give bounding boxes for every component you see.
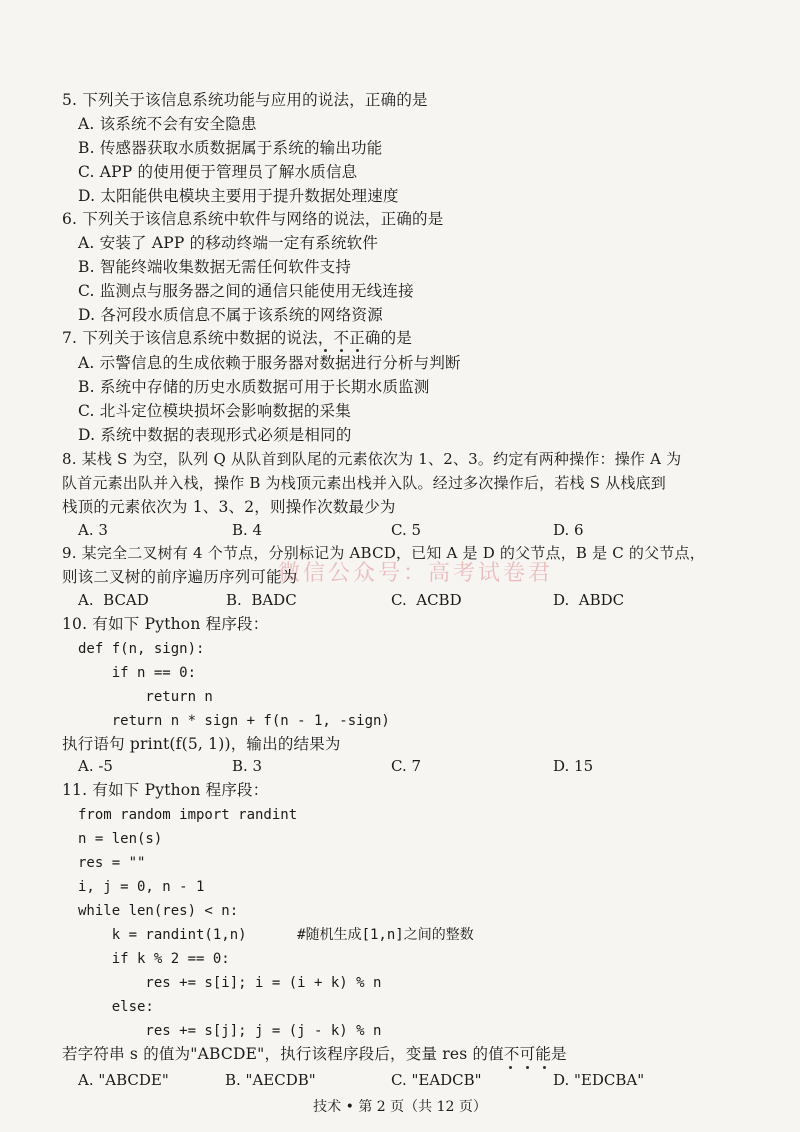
question-9-option-c: C. ACBD bbox=[391, 591, 462, 609]
question-5-stem: 5. 下列关于该信息系统功能与应用的说法，正确的是 bbox=[62, 91, 428, 109]
emphasis-dot bbox=[324, 349, 327, 352]
question-7-stem: 7. 下列关于该信息系统中数据的说法，不正确的是 bbox=[62, 329, 413, 347]
code-line: res += s[i]; i = (i + k) % n bbox=[78, 975, 382, 991]
emphasis-dot bbox=[509, 1066, 512, 1069]
question-6-stem: 6. 下列关于该信息系统中软件与网络的说法，正确的是 bbox=[62, 210, 444, 228]
question-5-option-b: B. 传感器获取水质数据属于系统的输出功能 bbox=[78, 139, 383, 157]
question-8-option-a: A. 3 bbox=[78, 521, 108, 539]
question-7-option-d: D. 系统中数据的表现形式必须是相同的 bbox=[78, 426, 352, 444]
emphasis-dot bbox=[356, 349, 359, 352]
question-11-option-b: B. "AECDB" bbox=[225, 1071, 316, 1089]
code-line: if k % 2 == 0: bbox=[78, 951, 230, 967]
code-line: return n bbox=[78, 689, 213, 705]
question-10-option-b: B. 3 bbox=[232, 757, 263, 775]
watermark: 微信公众号：高考试卷君 bbox=[278, 561, 554, 586]
question-6-option-c: C. 监测点与服务器之间的通信只能使用无线连接 bbox=[78, 282, 414, 300]
question-5-option-c: C. APP 的使用便于管理员了解水质信息 bbox=[78, 163, 358, 181]
question-10-option-d: D. 15 bbox=[553, 757, 594, 775]
code-line: i, j = 0, n - 1 bbox=[78, 879, 205, 895]
question-10-after: 执行语句 print(f(5, 1))，输出的结果为 bbox=[62, 735, 341, 753]
question-10-option-c: C. 7 bbox=[391, 757, 422, 775]
question-11-stem: 11. 有如下 Python 程序段： bbox=[62, 781, 269, 799]
code-line: if n == 0: bbox=[78, 665, 197, 681]
emphasis-dot bbox=[526, 1066, 529, 1069]
question-11-option-d: D. "EDCBA" bbox=[553, 1071, 645, 1089]
question-11-option-c: C. "EADCB" bbox=[391, 1071, 482, 1089]
emphasis-dot bbox=[340, 349, 343, 352]
code-line: while len(res) < n: bbox=[78, 903, 239, 919]
question-9-option-d: D. ABDC bbox=[553, 591, 625, 609]
question-5-option-a: A. 该系统不会有安全隐患 bbox=[78, 115, 257, 133]
question-11-after: 若字符串 s 的值为"ABCDE"，执行该程序段后，变量 res 的值不可能是 bbox=[62, 1045, 567, 1063]
question-8-option-c: C. 5 bbox=[391, 521, 422, 539]
question-6-option-a: A. 安装了 APP 的移动终端一定有系统软件 bbox=[78, 234, 379, 252]
question-10-option-a: A. -5 bbox=[78, 757, 113, 775]
emphasis-dot bbox=[543, 1066, 546, 1069]
code-line: else: bbox=[78, 999, 154, 1015]
question-7-option-a: A. 示警信息的生成依赖于服务器对数据进行分析与判断 bbox=[78, 354, 461, 372]
question-9-option-b: B. BADC bbox=[226, 591, 297, 609]
code-line: n = len(s) bbox=[78, 831, 163, 847]
question-8-line-3: 栈顶的元素依次为 1、3、2，则操作次数最少为 bbox=[62, 498, 396, 516]
question-9-line-1: 9. 某完全二叉树有 4 个节点，分别标记为 ABCD，已知 A 是 D 的父节点，B 是 C 的父节点， bbox=[62, 544, 705, 562]
code-line: from random import randint bbox=[78, 807, 298, 823]
code-line: def f(n, sign): bbox=[78, 641, 205, 657]
question-6-option-d: D. 各河段水质信息不属于该系统的网络资源 bbox=[78, 306, 383, 324]
question-7-option-b: B. 系统中存储的历史水质数据可用于长期水质监测 bbox=[78, 378, 430, 396]
question-7-option-c: C. 北斗定位模块损坏会影响数据的采集 bbox=[78, 402, 351, 420]
question-9-line-2: 则该二叉树的前序遍历序列可能为 bbox=[62, 568, 298, 586]
code-line: res += s[j]; j = (j - k) % n bbox=[78, 1023, 382, 1039]
question-9-option-a: A. BCAD bbox=[78, 591, 149, 609]
question-5-option-d: D. 太阳能供电模块主要用于提升数据处理速度 bbox=[78, 187, 399, 205]
question-8-line-2: 队首元素出队并入栈，操作 B 为栈顶元素出栈并入队。经过多次操作后，若栈 S 从栈底到 bbox=[62, 474, 666, 492]
page-footer: 技术 • 第 2 页（共 12 页） bbox=[313, 1099, 487, 1115]
question-8-line-1: 8. 某栈 S 为空，队列 Q 从队首到队尾的元素依次为 1、2、3。约定有两种操作：操作 A 为 bbox=[62, 450, 682, 468]
code-line: k = randint(1,n) #随机生成[1,n]之间的整数 bbox=[78, 927, 474, 943]
question-6-option-b: B. 智能终端收集数据无需任何软件支持 bbox=[78, 258, 352, 276]
code-line: return n * sign + f(n - 1, -sign) bbox=[78, 713, 390, 729]
question-8-option-d: D. 6 bbox=[553, 521, 584, 539]
question-11-option-a: A. "ABCDE" bbox=[78, 1071, 169, 1089]
question-8-option-b: B. 4 bbox=[232, 521, 263, 539]
code-line: res = "" bbox=[78, 855, 146, 871]
question-10-stem: 10. 有如下 Python 程序段： bbox=[62, 615, 269, 633]
